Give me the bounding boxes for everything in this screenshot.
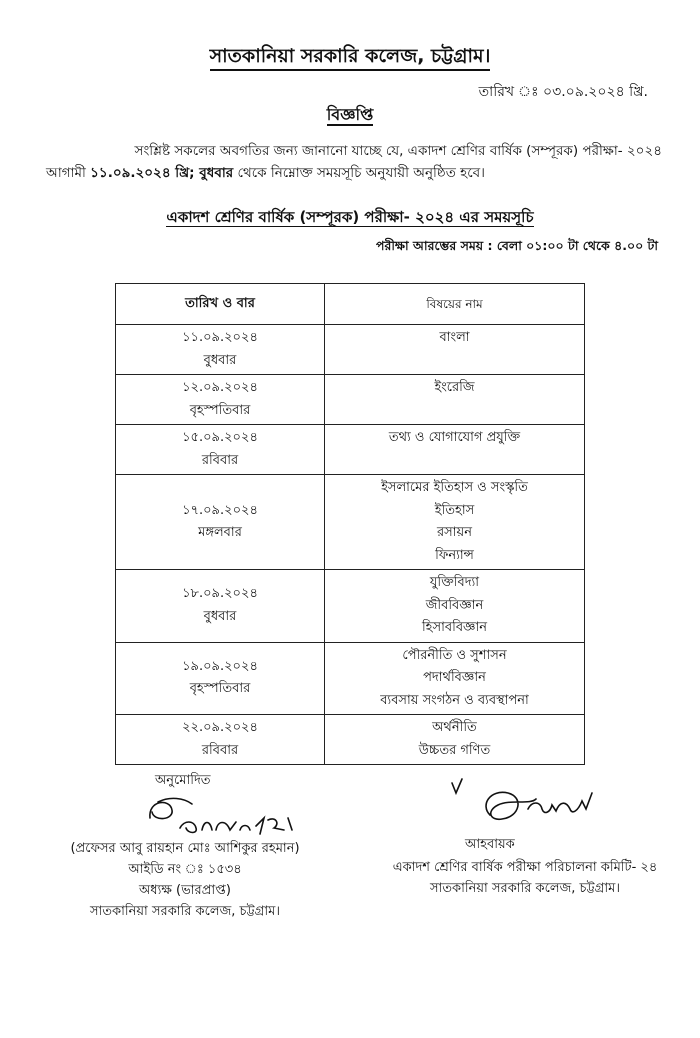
principal-signature — [140, 790, 300, 840]
exam-subject: অর্থনীতি — [432, 720, 477, 735]
notice-line-2-prefix: আগামী — [46, 165, 91, 181]
notice-start-date: ১১.০৯.২০২৪ খ্রি; বুধবার — [90, 165, 234, 181]
schedule-body — [116, 325, 585, 765]
exam-day: রবিবার — [201, 452, 239, 468]
exam-date: ১৭.০৯.২০২৪ — [182, 502, 258, 518]
college-title: সাতকানিয়া সরকারি কলেজ, চট্টগ্রাম। — [0, 42, 700, 74]
exam-subject: ইতিহাস — [434, 502, 475, 518]
exam-day: বৃহস্পতিবার — [189, 402, 251, 418]
exam-day: রবিবার — [201, 742, 239, 758]
exam-date-cell — [116, 715, 325, 765]
principal-institution: সাতকানিয়া সরকারি কলেজ, চট্টগ্রাম। — [89, 904, 281, 919]
notice-line-2 — [46, 162, 646, 184]
exam-subject: যুক্তিবিদ্যা — [429, 575, 480, 590]
exam-date: ১৫.০৯.২০২৪ — [182, 430, 258, 445]
exam-subject-cell — [325, 475, 585, 570]
exam-subject: জীববিজ্ঞান — [425, 597, 484, 613]
exam-date: ২২.০৯.২০২৪ — [182, 720, 258, 735]
exam-time: পরীক্ষা আরম্ভের সময় : বেলা ০১:০০ টা থেকে ৪.০০ টা — [375, 238, 658, 253]
exam-day: বুধবার — [203, 608, 237, 624]
convener-label: আহবায়ক — [465, 837, 515, 852]
exam-subject: বাংলা — [439, 330, 470, 345]
notice-line-2-suffix: থেকে নিম্নোক্ত সময়সূচি অনুযায়ী অনুষ্ঠিত হবে। — [233, 165, 485, 181]
exam-date-cell — [116, 375, 325, 425]
exam-subject: উচ্চতর গণিত — [418, 742, 491, 758]
exam-subject-cell — [325, 570, 585, 643]
table-row — [116, 475, 585, 570]
table-header-row — [116, 284, 585, 325]
exam-date-cell — [116, 425, 325, 475]
column-header-subject: বিষয়ের নাম — [325, 284, 585, 325]
column-header-date: তারিখ ও বার — [116, 284, 325, 325]
committee-name: একাদশ শ্রেণির বার্ষিক পরীক্ষা পরিচালনা কমিটি- ২৪ — [392, 860, 658, 875]
convener-signature — [440, 775, 620, 835]
exam-subject: রসায়ন — [437, 525, 472, 540]
exam-subject-cell — [325, 325, 585, 375]
exam-subject: ব্যবসায় সংগঠন ও ব্যবস্থাপনা — [380, 692, 529, 708]
table-row — [116, 570, 585, 643]
table-row — [116, 715, 585, 765]
exam-day: বুধবার — [203, 352, 237, 368]
table-row — [116, 325, 585, 375]
notice-line-1: সংশ্লিষ্ট সকলের অবগতির জন্য জানানো যাচ্ছে যে, একাদশ শ্রেণির বার্ষিক (সম্পূরক) পরীক্ষা- ২০২৪ — [134, 143, 662, 159]
exam-date: ১৮.০৯.২০২৪ — [182, 586, 258, 602]
exam-date-cell — [116, 570, 325, 643]
exam-subject-cell — [325, 715, 585, 765]
notice-heading: বিজ্ঞপ্তি — [326, 105, 374, 124]
principal-id: আইডি নং ঃ ১৫৩৪ — [128, 862, 242, 877]
exam-subject-cell — [325, 642, 585, 715]
schedule-table — [115, 283, 585, 765]
principal-block — [50, 838, 320, 922]
exam-subject-cell — [325, 425, 585, 475]
exam-subject: ফিন্যান্স — [435, 547, 474, 563]
exam-subject: তথ্য ও যোগাযোগ প্রযুক্তি — [388, 430, 521, 445]
exam-subject: হিসাববিজ্ঞান — [421, 620, 488, 635]
exam-date: ১৯.০৯.২০২৪ — [182, 658, 258, 674]
schedule-heading: একাদশ শ্রেণির বার্ষিক (সম্পূরক) পরীক্ষা- ২০২৪ এর সময়সূচি — [166, 208, 534, 226]
exam-date-cell — [116, 475, 325, 570]
exam-date: ১১.০৯.২০২৪ — [182, 330, 258, 345]
exam-subject: ইসলামের ইতিহাস ও সংস্কৃতি — [381, 480, 528, 495]
exam-day: মঙ্গলবার — [198, 525, 242, 540]
exam-subject: পদার্থবিজ্ঞান — [423, 670, 486, 685]
committee-block — [360, 857, 690, 899]
committee-institution: সাতকানিয়া সরকারি কলেজ, চট্টগ্রাম। — [429, 881, 621, 896]
exam-date-cell — [116, 325, 325, 375]
table-row — [116, 642, 585, 715]
exam-date: ১২.০৯.২০২৪ — [182, 380, 258, 395]
exam-subject-cell — [325, 375, 585, 425]
exam-date-cell — [116, 642, 325, 715]
approved-label: অনুমোদিত — [155, 773, 211, 788]
exam-day: বৃহস্পতিবার — [189, 681, 251, 697]
exam-subject: পৌরনীতি ও সুশাসন — [402, 647, 507, 663]
table-row — [116, 425, 585, 475]
notice-date: তারিখ ঃ ০৩.০৯.২০২৪ খ্রি. — [478, 84, 648, 100]
table-row — [116, 375, 585, 425]
principal-designation: অধ্যক্ষ (ভারপ্রাপ্ত) — [139, 883, 231, 898]
principal-name: (প্রফেসর আবু রায়হান মোঃ আশিকুর রহমান) — [70, 841, 300, 856]
exam-subject: ইংরেজি — [434, 380, 475, 395]
